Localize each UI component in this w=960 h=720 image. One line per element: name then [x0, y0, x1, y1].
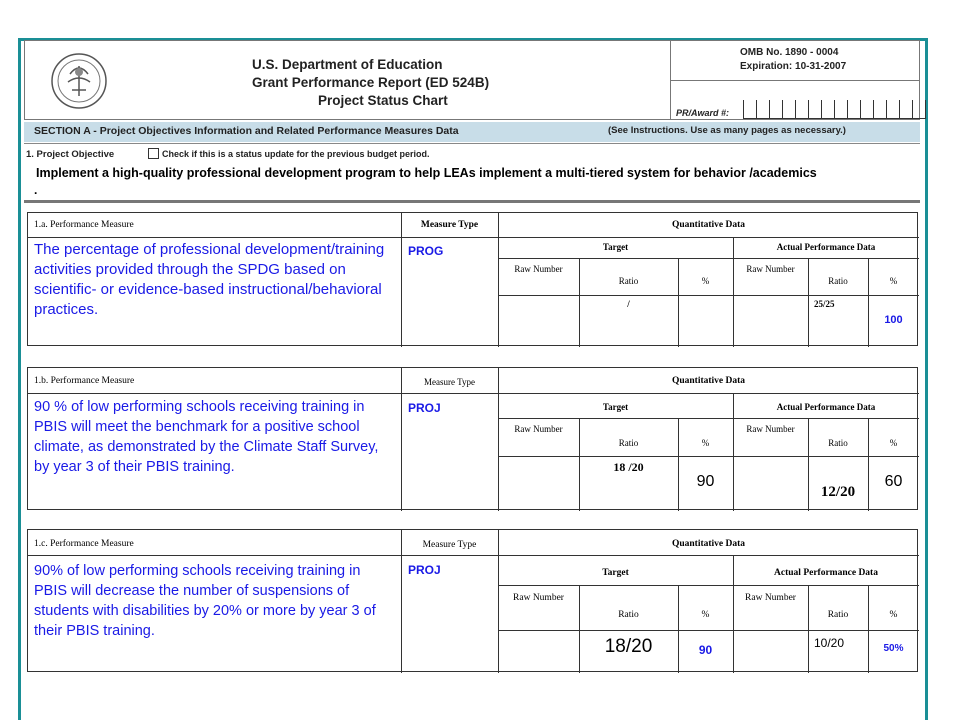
actual-percent-header: %: [889, 610, 898, 620]
target-raw-header: Raw Number: [514, 264, 563, 274]
actual-percent-value[interactable]: 50%: [883, 643, 904, 654]
target-ratio-value[interactable]: 18 /20: [613, 460, 644, 474]
actual-header: Actual Performance Data: [776, 402, 876, 412]
target-percent-header: %: [701, 438, 710, 448]
measure-block-1b: [27, 367, 918, 510]
header-title-line-3: Project Status Chart: [318, 93, 448, 108]
measure-label: 1.a. Performance Measure: [34, 220, 134, 230]
target-ratio-header: Ratio: [618, 610, 639, 620]
target-percent-value[interactable]: 90: [698, 643, 713, 657]
project-objective-text: Implement a high-quality professional development program to help LEAs implement a multi-tiered system for behavior /academics: [36, 166, 817, 180]
quantitative-header: Quantitative Data: [671, 220, 746, 230]
measure-type-header: Measure Type: [424, 377, 475, 387]
target-raw-header: Raw Number: [514, 424, 563, 434]
objective-bottom-border: [24, 200, 920, 203]
measure-type: PROJ: [408, 401, 441, 415]
objective-divider: [24, 143, 920, 144]
header-title-line-2: Grant Performance Report (ED 524B): [252, 75, 490, 90]
measure-type-header: Measure Type: [420, 220, 479, 230]
objective-dot: .: [34, 183, 38, 197]
target-ratio-header: Ratio: [618, 276, 639, 286]
actual-ratio-value[interactable]: 12/20: [820, 484, 856, 500]
actual-ratio-header: Ratio: [828, 276, 848, 286]
measure-type-header: Measure Type: [422, 540, 477, 550]
target-ratio-header: Ratio: [618, 438, 639, 448]
expiration-date: Expiration: 10-31-2007: [740, 61, 847, 72]
actual-percent-header: %: [889, 438, 898, 448]
actual-percent-value[interactable]: 100: [884, 314, 903, 326]
pr-award-label: PR/Award #:: [676, 108, 730, 118]
measure-label: 1.c. Performance Measure: [34, 539, 134, 549]
target-ratio-value[interactable]: 18/20: [604, 636, 653, 657]
actual-percent-header: %: [889, 276, 898, 286]
target-raw-header: Raw Number: [513, 593, 564, 603]
target-header: Target: [602, 242, 629, 252]
target-header: Target: [602, 402, 629, 412]
measure-description: The percentage of professional development/training activities provided through the SPDG based on scientific- or evidence-based instructional/behavioral practices.: [34, 241, 385, 318]
actual-ratio-header: Ratio: [828, 438, 848, 448]
target-percent-header: %: [701, 276, 710, 286]
section-note: (See Instructions. Use as many pages as necessary.): [608, 125, 846, 136]
measure-block-1a: [27, 212, 918, 346]
quantitative-header: Quantitative Data: [671, 376, 746, 386]
department-seal-icon: [50, 52, 108, 110]
header-title-line-1: U.S. Department of Education: [252, 57, 443, 72]
actual-ratio-value[interactable]: 10/20: [814, 636, 845, 650]
measure-type: PROG: [408, 244, 444, 258]
measure-description: 90 % of low performing schools receiving training in PBIS will meet the benchmark for a positive school climate, as demonstrated by the Climate Staff Survey, by year 3 of their PBIS training.: [34, 399, 379, 475]
actual-raw-header: Raw Number: [745, 593, 796, 603]
header-divider-horizontal: [670, 80, 920, 81]
actual-header: Actual Performance Data: [774, 568, 878, 578]
objective-label: 1. Project Objective: [26, 149, 115, 160]
actual-header: Actual Performance Data: [776, 242, 876, 252]
actual-ratio-header: Ratio: [827, 610, 849, 620]
actual-raw-header: Raw Number: [746, 264, 795, 274]
actual-raw-header: Raw Number: [746, 424, 795, 434]
quantitative-header: Quantitative Data: [671, 539, 746, 549]
actual-percent-value[interactable]: 60: [884, 473, 903, 490]
measure-label: 1.b. Performance Measure: [34, 376, 135, 386]
measure-block-1c: [27, 529, 918, 672]
omb-number: OMB No. 1890 - 0004: [740, 47, 839, 58]
target-percent-value[interactable]: 90: [696, 473, 715, 490]
target-percent-header: %: [701, 610, 710, 620]
actual-ratio-value[interactable]: 25/25: [814, 299, 835, 309]
target-ratio-value[interactable]: /: [627, 299, 630, 309]
measure-type: PROJ: [408, 563, 441, 577]
measure-description: 90% of low performing schools receiving training in PBIS will decrease the number of suspensions of students with disabilities by 20% or more by year 3 of their PBIS training.: [34, 563, 376, 639]
pr-award-input[interactable]: [743, 100, 926, 119]
status-update-label: Check if this is a status update for the previous budget period.: [162, 149, 430, 159]
section-title: SECTION A - Project Objectives Information and Related Performance Measures Data: [34, 125, 459, 137]
target-header: Target: [602, 568, 629, 578]
status-update-checkbox[interactable]: [148, 148, 159, 159]
